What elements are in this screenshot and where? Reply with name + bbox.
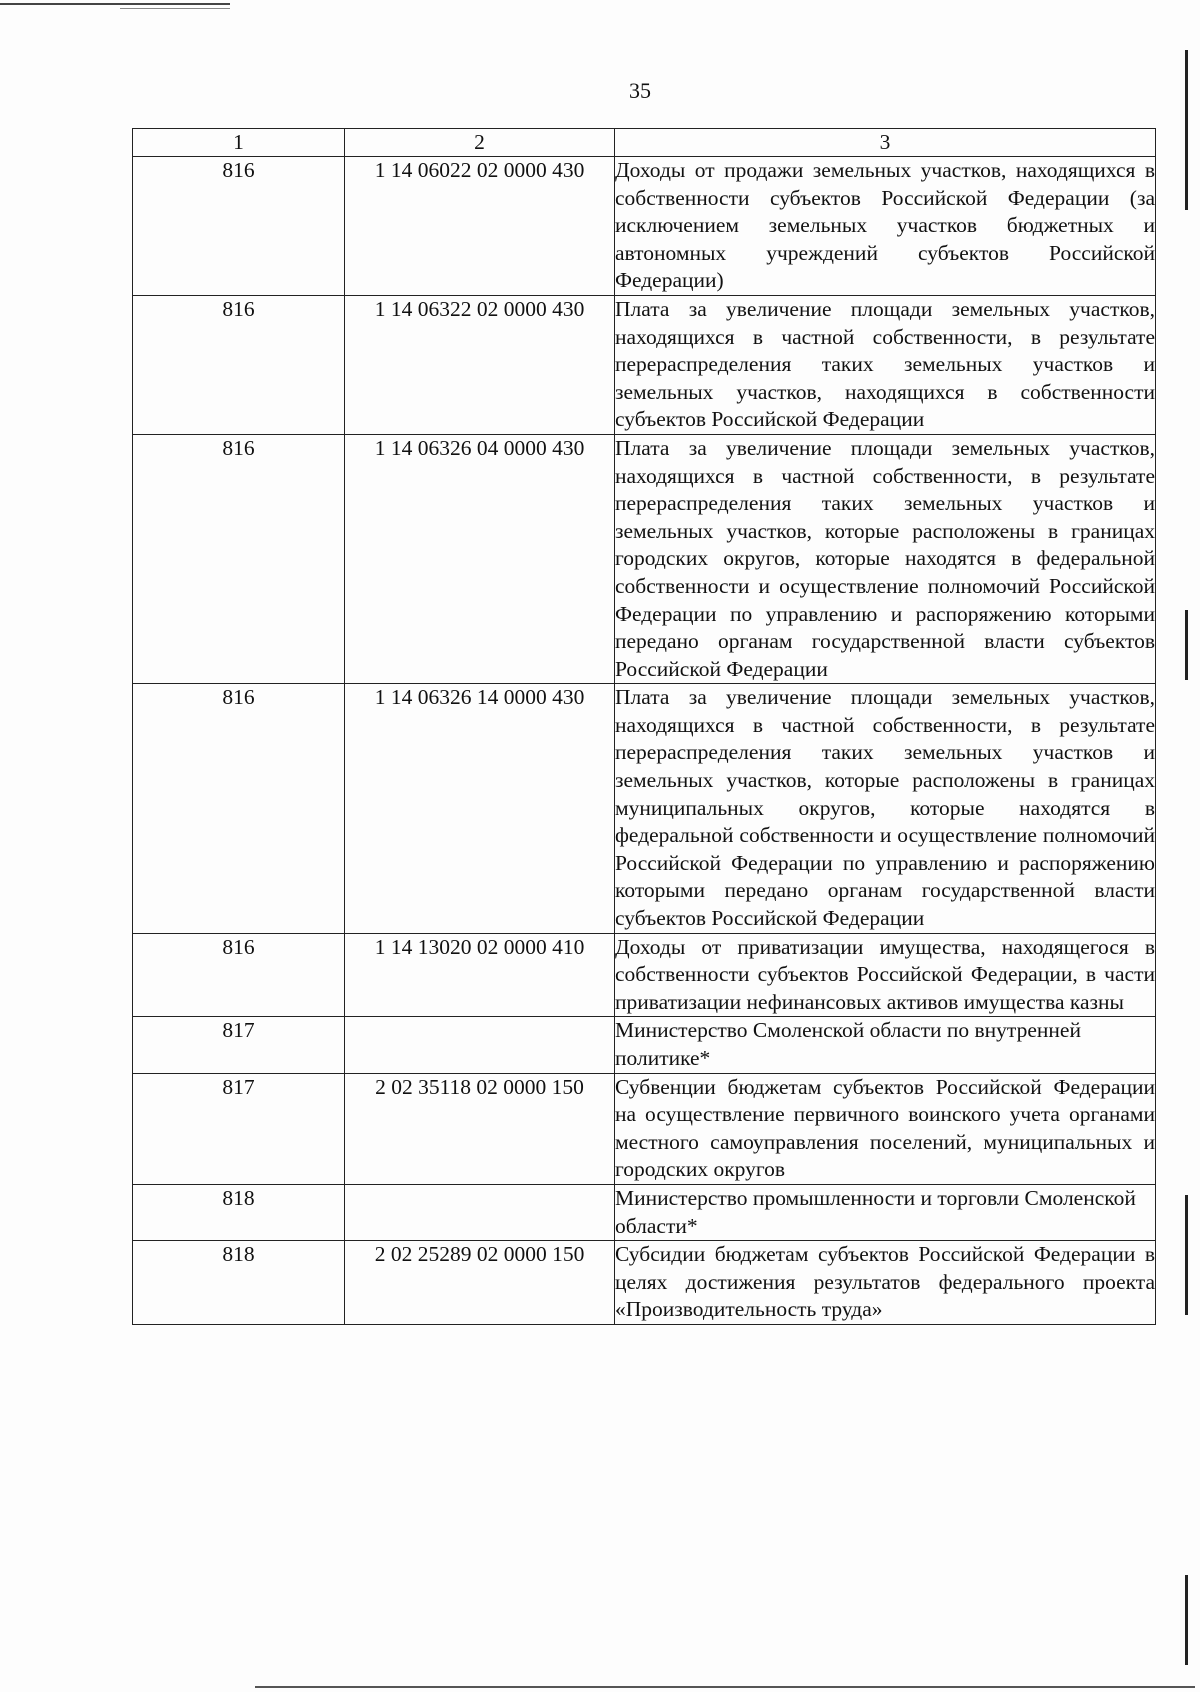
revenue-codes-table xyxy=(132,128,1156,1325)
admin-code-cell: 816 xyxy=(133,684,345,933)
description-cell: Доходы от приватизации имущества, находящегося в собственности субъектов Российской Федерации, в части приватизации нефинансовых активов имущества казны xyxy=(615,933,1156,1017)
scan-artifact-line xyxy=(255,1686,1195,1688)
column-header: 2 xyxy=(345,129,615,157)
admin-code-cell: 818 xyxy=(133,1184,345,1240)
description-cell: Плата за увеличение площади земельных участков, находящихся в частной собственности, в результате перераспределения таких земельных участков и земельных участков, которые расположены в границах городских округов, которые находятся в федеральной собственности и осуществление полномочий Российской Федерации по управлению и распоряжению которыми передано органам государственной власти субъектов Российской Федерации xyxy=(615,434,1156,683)
description-cell: Субвенции бюджетам субъектов Российской Федерации на осуществление первичного воинского учета органами местного самоуправления поселений, муниципальных и городских округов xyxy=(615,1073,1156,1184)
scan-artifact-edge xyxy=(1185,1575,1188,1665)
column-header: 3 xyxy=(615,129,1156,157)
admin-code-cell: 816 xyxy=(133,933,345,1017)
revenue-code-cell xyxy=(345,1184,615,1240)
table-row xyxy=(133,295,1156,434)
table-row xyxy=(133,1241,1156,1325)
table-row xyxy=(133,933,1156,1017)
table-row xyxy=(133,1073,1156,1184)
table-row xyxy=(133,434,1156,683)
revenue-code-cell: 1 14 13020 02 0000 410 xyxy=(345,933,615,1017)
scan-artifact-line xyxy=(0,3,230,5)
admin-code-cell: 816 xyxy=(133,295,345,434)
description-cell: Доходы от продажи земельных участков, находящихся в собственности субъектов Российской Федерации (за исключением земельных участков бюджетных и автономных учреждений субъектов Российской Федерации) xyxy=(615,157,1156,296)
revenue-code-cell: 1 14 06022 02 0000 430 xyxy=(345,157,615,296)
admin-code-cell: 817 xyxy=(133,1017,345,1073)
revenue-code-cell: 1 14 06326 14 0000 430 xyxy=(345,684,615,933)
table-header-row xyxy=(133,129,1156,157)
column-header: 1 xyxy=(133,129,345,157)
revenue-code-cell: 1 14 06326 04 0000 430 xyxy=(345,434,615,683)
admin-code-cell: 816 xyxy=(133,157,345,296)
description-cell: Плата за увеличение площади земельных участков, находящихся в частной собственности, в результате перераспределения таких земельных участков и земельных участков, которые расположены в границах муниципальных округов, которые находятся в федеральной собственности и осуществление полномочий Российской Федерации по управлению и распоряжению которыми передано органам государственной власти субъектов Российской Федерации xyxy=(615,684,1156,933)
description-cell: Субсидии бюджетам субъектов Российской Федерации в целях достижения результатов федерального проекта «Производительность труда» xyxy=(615,1241,1156,1325)
revenue-code-cell: 2 02 35118 02 0000 150 xyxy=(345,1073,615,1184)
scan-artifact-edge xyxy=(1185,1195,1188,1315)
revenue-code-cell: 2 02 25289 02 0000 150 xyxy=(345,1241,615,1325)
description-cell: Министерство промышленности и торговли Смоленской области* xyxy=(615,1184,1156,1240)
admin-code-cell: 817 xyxy=(133,1073,345,1184)
scan-artifact-edge xyxy=(1185,50,1188,210)
admin-code-cell: 818 xyxy=(133,1241,345,1325)
table-row xyxy=(133,684,1156,933)
admin-code-cell: 816 xyxy=(133,434,345,683)
page-number: 35 xyxy=(629,78,651,103)
description-cell: Министерство Смоленской области по внутренней политике* xyxy=(615,1017,1156,1073)
table-row xyxy=(133,157,1156,296)
revenue-code-cell xyxy=(345,1017,615,1073)
scan-artifact-line xyxy=(120,8,230,9)
description-cell: Плата за увеличение площади земельных участков, находящихся в частной собственности, в результате перераспределения таких земельных участков и земельных участков, находящихся в собственности субъектов Российской Федерации xyxy=(615,295,1156,434)
revenue-code-cell: 1 14 06322 02 0000 430 xyxy=(345,295,615,434)
table-row xyxy=(133,1017,1156,1073)
scan-artifact-edge xyxy=(1185,610,1188,680)
table-row xyxy=(133,1184,1156,1240)
